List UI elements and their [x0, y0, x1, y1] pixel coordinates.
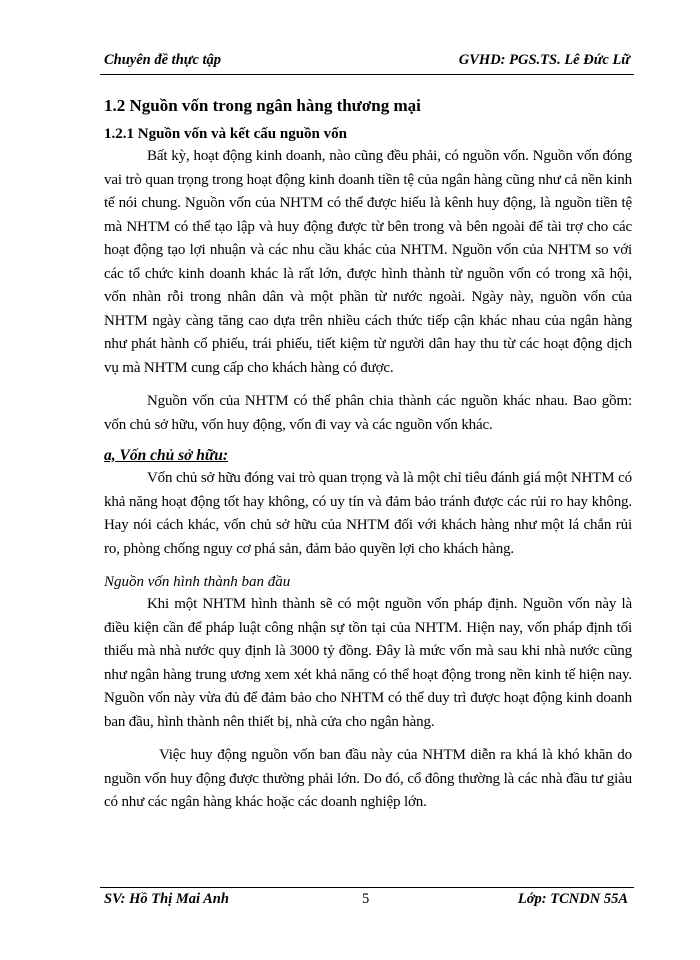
body-paragraph: Bất kỳ, hoạt động kinh doanh, nào cũng đều phải, có nguồn vốn. Nguồn vốn đóng vai trò quan trọng trong hoạt động kinh doanh tiền tệ của ngân hàng cũng như cả nền kinh tế nói chung. Nguồn vốn của NHTM có thể được hiểu là kênh huy động, là nguồn tiền tệ mà NHTM có thể tạo lập và huy động được từ bên trong và bên ngoài để tài trợ cho các hoạt động tạo lợi nhuận và các nhu cầu khác của NHTM. Nguồn vốn của NHTM so với các tổ chức kinh doanh khác là rất lớn, được hình thành từ nguồn vốn có trong xã hội, vốn nhàn rỗi trong nhân dân và một phần từ nước ngoài. Ngày này, nguồn vốn của NHTM ngày càng tăng cao dựa trên nhiều cách thức tiếp cận khác nhau của ngân hàng như phát hành cổ phiếu, trái phiếu, tiết kiệm từ người dân hay thu từ các hoạt động dịch vụ mà NHTM cung cấp cho khách hàng có được. — [104, 148, 632, 376]
header-supervisor: GVHD: PGS.TS. Lê Đức Lữ — [458, 52, 630, 68]
footer-student: SV: Hồ Thị Mai Anh — [104, 891, 229, 907]
body-paragraph: Nguồn vốn của NHTM có thể phân chia thành các nguồn khác nhau. Bao gồm: vốn chủ sở hữu, vốn huy động, vốn đi vay và các nguồn vốn khác. — [104, 393, 632, 433]
subsection-title: 1.2.1 Nguồn vốn và kết cấu nguồn vốn — [104, 126, 347, 142]
page-header — [100, 50, 634, 75]
body-paragraph: Việc huy động nguồn vốn ban đầu này của NHTM diễn ra khá là khó khăn do nguồn vốn huy động được thường phải lớn. Do đó, cổ đông thường là các nhà đầu tư giàu có như các ngân hàng khác hoặc các doanh nghiệp lớn. — [104, 747, 632, 810]
footer-class: Lớp: TCNDN 55A — [517, 891, 628, 907]
page-body — [104, 94, 632, 825]
part-a-subheading: Nguồn vốn hình thành ban đầu — [104, 574, 291, 590]
section-title: 1.2 Nguồn vốn trong ngân hàng thương mại — [104, 96, 421, 115]
part-a-heading: a, Vốn chủ sở hữu: — [104, 447, 228, 464]
header-title: Chuyên đề thực tập — [104, 52, 222, 68]
page-footer — [100, 887, 634, 912]
body-paragraph: Khi một NHTM hình thành sẽ có một nguồn vốn pháp định. Nguồn vốn này là điều kiện cần để pháp luật công nhận sự tồn tại của NHTM. Hiện nay, vốn pháp định tối thiểu mà nhà nước quy định là 3000 tỷ đồng. Đây là mức vốn mà sau khi nhà nước cũng như ngân hàng trung ương xem xét khả năng có thể hoạt động trong nền kinh tế hiện nay. Nguồn vốn này vừa đủ để đảm bảo cho NHTM có thể duy trì được hoạt động kinh doanh ban đầu, hình thành nên thiết bị, nhà cửa cho ngân hàng. — [104, 596, 632, 730]
body-paragraph: Vốn chủ sở hữu đóng vai trò quan trọng và là một chỉ tiêu đánh giá một NHTM có khả năng hoạt động tốt hay không, có uy tín và đảm bảo tránh được các rủi ro hay không. Hay nói cách khác, vốn chủ sở hữu của NHTM đối với khách hàng như một lá chắn rủi ro, phòng chống nguy cơ phá sản, đảm bảo quyền lợi cho khách hàng. — [104, 470, 632, 557]
page-number: 5 — [362, 891, 370, 907]
